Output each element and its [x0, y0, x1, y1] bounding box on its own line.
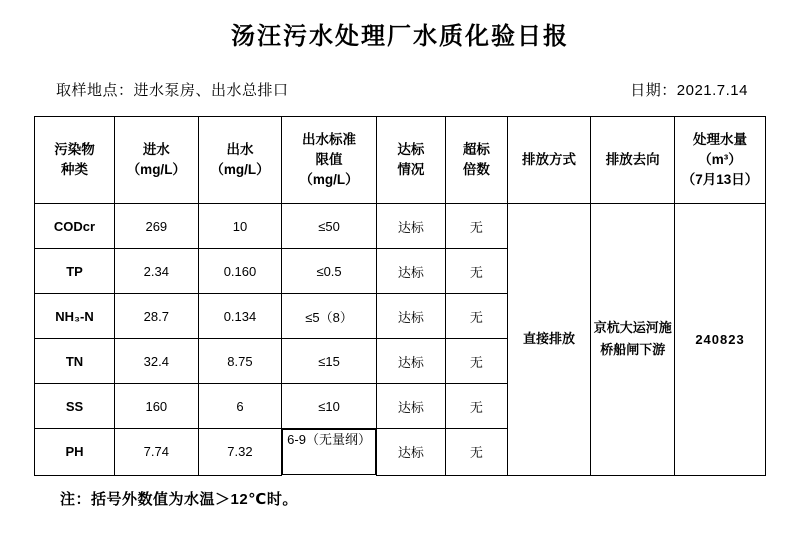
- row-exceed-value: 无: [445, 249, 507, 294]
- row-standard-value: ≤0.5: [282, 249, 377, 294]
- row-param-name: CODcr: [35, 204, 115, 249]
- report-date: 日期：2021.7.14: [630, 82, 748, 99]
- row-exceed-value: 无: [445, 204, 507, 249]
- row-influent-value: 2.34: [115, 249, 199, 294]
- discharge-destination-value: 京杭大运河施桥船闸下游: [591, 204, 675, 476]
- row-exceed-value: 无: [445, 384, 507, 429]
- row-effluent-value: 0.134: [198, 294, 282, 339]
- row-influent-value: 160: [115, 384, 199, 429]
- row-effluent-value: 6: [198, 384, 282, 429]
- row-influent-value: 269: [115, 204, 199, 249]
- water-quality-table: [34, 116, 766, 476]
- col-compliance: 达标 情况: [376, 117, 445, 204]
- row-compliance-value: 达标: [376, 204, 445, 249]
- col-discharge-mode: 排放方式: [507, 117, 591, 204]
- row-effluent-value: 7.32: [198, 429, 282, 476]
- row-param-name: TN: [35, 339, 115, 384]
- col-discharge-destination: 排放去向: [591, 117, 675, 204]
- row-standard-value: ≤15: [282, 339, 377, 384]
- row-compliance-value: 达标: [376, 294, 445, 339]
- row-effluent-value: 10: [198, 204, 282, 249]
- col-influent: 进水 （mg/L）: [115, 117, 199, 204]
- row-effluent-value: 8.75: [198, 339, 282, 384]
- row-compliance-value: 达标: [376, 249, 445, 294]
- row-exceed-value: 无: [445, 339, 507, 384]
- table-header-row: [35, 117, 766, 204]
- row-effluent-value: 0.160: [198, 249, 282, 294]
- row-influent-value: 7.74: [115, 429, 199, 476]
- col-standard-limit: 出水标准 限值 （mg/L）: [282, 117, 377, 204]
- row-compliance-value: 达标: [376, 429, 445, 476]
- row-standard-value: 6-9（无量纲）: [282, 429, 376, 475]
- row-standard-value: ≤5（8）: [282, 294, 377, 339]
- row-compliance-value: 达标: [376, 339, 445, 384]
- table-row: [35, 204, 766, 249]
- row-exceed-value: 无: [445, 429, 507, 476]
- row-param-name: TP: [35, 249, 115, 294]
- col-effluent: 出水 （mg/L）: [198, 117, 282, 204]
- row-exceed-value: 无: [445, 294, 507, 339]
- row-param-name: NH₃-N: [35, 294, 115, 339]
- discharge-mode-value: 直接排放: [507, 204, 591, 476]
- row-standard-value: ≤50: [282, 204, 377, 249]
- row-compliance-value: 达标: [376, 384, 445, 429]
- row-param-name: SS: [35, 384, 115, 429]
- page-title: 汤汪污水处理厂水质化验日报: [231, 23, 569, 50]
- col-pollutant: 污染物 种类: [35, 117, 115, 204]
- footnote: 注：括号外数值为水温＞12℃时。: [60, 490, 298, 508]
- row-param-name: PH: [35, 429, 115, 476]
- row-standard-value: ≤10: [282, 384, 377, 429]
- row-influent-value: 28.7: [115, 294, 199, 339]
- col-exceed-ratio: 超标 倍数: [445, 117, 507, 204]
- col-water-volume: 处理水量 （m³） （7月13日）: [675, 117, 766, 204]
- sampling-location: 取样地点：进水泵房、出水总排口: [56, 82, 289, 99]
- report-meta: [34, 57, 766, 116]
- row-influent-value: 32.4: [115, 339, 199, 384]
- water-volume-value: 240823: [675, 204, 766, 476]
